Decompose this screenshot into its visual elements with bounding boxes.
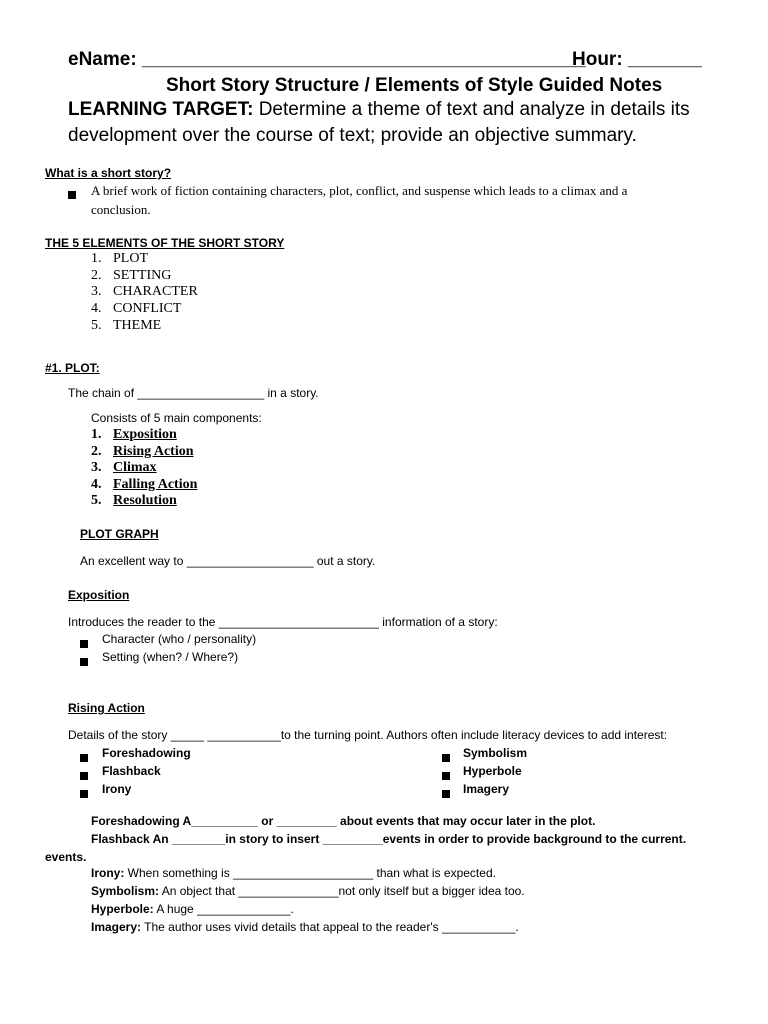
irony-definition: Irony: When something is _____________________ than what is expected. <box>91 866 496 880</box>
bullet-icon <box>80 767 88 785</box>
elements-heading: THE 5 ELEMENTS OF THE SHORT STORY <box>45 236 285 250</box>
bullet-icon <box>80 749 88 767</box>
plot-graph-heading: PLOT GRAPH <box>80 527 159 541</box>
plot-heading: #1. PLOT: <box>45 361 100 375</box>
plot-graph-text: An excellent way to ___________________ out a story. <box>80 554 376 568</box>
exposition-bullet-setting: Setting (when? / Where?) <box>102 650 239 664</box>
page-title: Short Story Structure / Elements of Style Guided Notes <box>166 75 663 96</box>
device-foreshadowing: Foreshadowing <box>102 746 191 760</box>
exposition-intro: Introduces the reader to the ________________________ information of a story: <box>68 615 498 629</box>
exposition-heading: Exposition <box>68 588 130 602</box>
list-item: 3. Climax <box>91 460 157 475</box>
elements-list <box>91 251 198 335</box>
rising-action-heading: Rising Action <box>68 701 145 715</box>
bullet-icon <box>68 186 76 204</box>
list-item: 4. CONFLICT <box>91 301 182 317</box>
plot-consists: Consists of 5 main components: <box>91 411 262 425</box>
plot-components-list <box>91 427 197 510</box>
imagery-definition: Imagery: The author uses vivid details that appeal to the reader's ___________. <box>91 920 519 934</box>
foreshadowing-definition: Foreshadowing A__________ or _________ about events that may occur later in the plot. <box>91 814 596 828</box>
flashback-definition: Flashback An ________in story to insert _________events in order to provide background to the current. <box>91 832 687 846</box>
device-hyperbole: Hyperbole <box>463 764 522 778</box>
list-item: 3. CHARACTER <box>91 284 198 300</box>
list-item: 1. Exposition <box>91 427 177 442</box>
device-symbolism: Symbolism <box>463 746 528 760</box>
bullet-icon <box>80 785 88 803</box>
plot-chain: The chain of ___________________ in a story. <box>68 386 319 400</box>
device-flashback: Flashback <box>102 764 161 778</box>
rising-details: Details of the story _____ ___________to the turning point. Authors often include literacy devices to add interest: <box>68 728 668 742</box>
bullet-icon <box>442 785 450 803</box>
list-item: 5. Resolution <box>91 493 177 508</box>
list-item: 1. PLOT <box>91 251 148 266</box>
target-text-2: development over the course of text; provide an objective summary. <box>68 125 637 146</box>
symbolism-definition: Symbolism: An object that _______________not only itself but a bigger idea too. <box>91 884 525 898</box>
list-item: 2. SETTING <box>91 267 172 283</box>
name-line: eName: __________________________________________ <box>68 49 586 70</box>
list-item: 4. Falling Action <box>91 476 198 492</box>
list-item: 5. THEME <box>91 317 162 333</box>
learning-target <box>68 99 690 121</box>
list-item: 2. Rising Action <box>91 443 194 459</box>
device-irony: Irony <box>102 782 132 796</box>
bullet-icon <box>80 635 88 653</box>
bullet-icon <box>442 767 450 785</box>
target-text-1: Determine a theme of text and analyze in details its <box>253 99 690 120</box>
hour-line: Hour: _______ <box>572 49 702 70</box>
exposition-bullet-character: Character (who / personality) <box>102 632 257 646</box>
flashback-definition-cont: events. <box>45 850 87 864</box>
target-label: LEARNING TARGET: <box>68 99 254 120</box>
what-is-heading: What is a short story? <box>45 166 172 180</box>
definition-line-1: A brief work of fiction containing characters, plot, conflict, and suspense which leads to a climax and a <box>91 183 628 198</box>
definition-line-2: conclusion. <box>91 202 151 217</box>
hyperbole-definition: Hyperbole: A huge ______________. <box>91 902 294 916</box>
device-imagery: Imagery <box>463 782 510 796</box>
bullet-icon <box>442 749 450 767</box>
bullet-icon <box>80 653 88 671</box>
